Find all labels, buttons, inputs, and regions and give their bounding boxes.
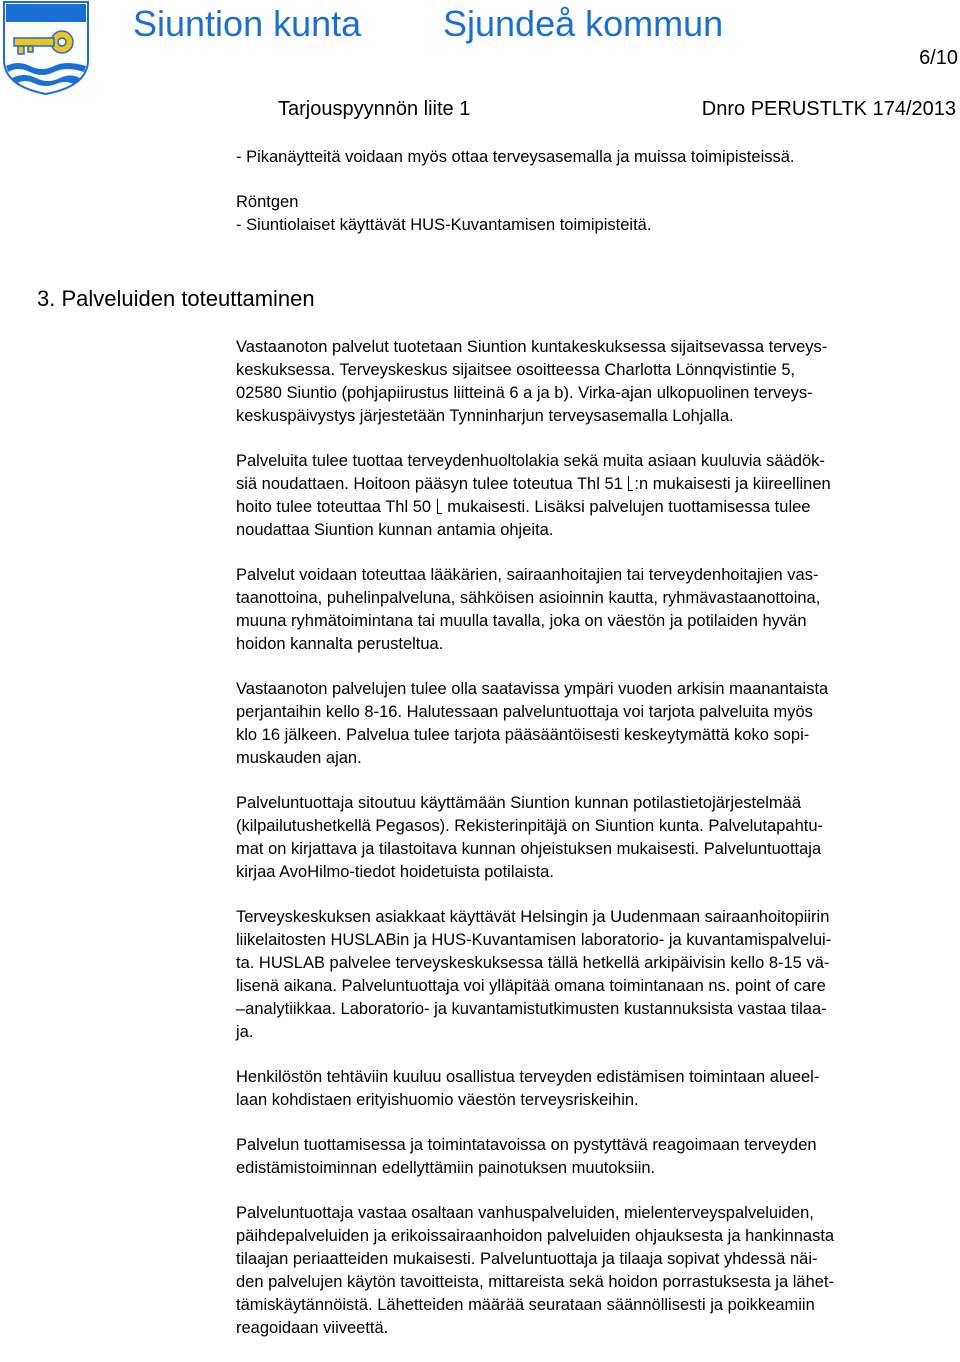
text-line: päihdepalveluiden ja erikoissairaanhoidon palveluiden ohjauksesta ja hankinnasta bbox=[236, 1227, 835, 1245]
text-line: –analytiikkaa. Laboratorio- ja kuvantamistutkimusten kustannuksista vastaa tilaa- bbox=[236, 1000, 827, 1018]
text-line: 02580 Siuntio (pohjapiirustus liitteinä 6 a ja b). Virka-ajan ulkopuolinen terveys- bbox=[236, 384, 813, 402]
text-line: Palveluntuottaja vastaa osaltaan vanhuspalveluiden, mielenterveyspalveluiden, bbox=[236, 1204, 814, 1222]
text-line: den palvelujen käytön tavoitteista, mittareista sekä hoidon porrastuksesta ja lähet- bbox=[236, 1273, 835, 1291]
municipal-crest-key-icon bbox=[0, 0, 92, 96]
text-line: Vastaanoton palvelujen tulee olla saatavissa ympäri vuoden arkisin maanantaista bbox=[236, 680, 829, 698]
text-line: (kilpailutushetkellä Pegasos). Rekisterinpitäjä on Siuntion kunta. Palvelutapahtu- bbox=[236, 817, 824, 835]
paragraph-2 bbox=[236, 450, 960, 542]
text-line: tilaajan periaatteiden mukaisesti. Palveluntuottaja ja tilaaja sopivat yhdessä näi- bbox=[236, 1250, 818, 1268]
section-body bbox=[236, 336, 960, 1362]
text-line: Palvelun tuottamisessa ja toimintatavoissa on pystyttävä reagoimaan terveyden bbox=[236, 1136, 817, 1154]
paragraph-4 bbox=[236, 678, 960, 770]
text-line: muskauden ajan. bbox=[236, 749, 362, 767]
separator-glyph-icon bbox=[628, 476, 633, 491]
bullet-line: - Siuntiolaiset käyttävät HUS-Kuvantamisen toimipisteitä. bbox=[236, 216, 652, 234]
text-line: perjantaihin kello 8-16. Halutessaan palveluntuottaja voi tarjota palveluita myös bbox=[236, 703, 813, 721]
municipality-name-sv: Sjundeå kommun bbox=[443, 3, 724, 44]
paragraph-6 bbox=[236, 906, 960, 1044]
text-line: mat on kirjattava ja tilastoitava kunnan ohjeistuksen mukaisesti. Palveluntuottaja bbox=[236, 840, 822, 858]
text-line: taanottoina, puhelinpalveluna, sähköisen asioinnin kautta, ryhmävastaanottoina, bbox=[236, 589, 821, 607]
paragraph-3 bbox=[236, 564, 960, 656]
paragraph-9 bbox=[236, 1202, 960, 1340]
text-line: noudattaa Siuntion kunnan antamia ohjeita. bbox=[236, 521, 554, 539]
text-line: hoidon kannalta perusteltua. bbox=[236, 635, 444, 653]
attachment-label: Tarjouspyynnön liite 1 bbox=[278, 98, 471, 120]
text-line: ta. HUSLAB palvelee terveyskeskuksessa tällä hetkellä arkipäivisin kello 8-15 vä- bbox=[236, 954, 830, 972]
intro-block bbox=[236, 146, 960, 237]
text-line: ja. bbox=[236, 1023, 254, 1041]
text-line: Henkilöstön tehtäviin kuuluu osallistua terveyden edistämisen toimintaan alueel- bbox=[236, 1068, 820, 1086]
text-line: siä noudattaen. Hoitoon pääsyn tulee toteutua Thl 51 bbox=[236, 475, 623, 493]
subheading-rontgen: Röntgen bbox=[236, 193, 299, 211]
text-line: keskuspäivystys järjestetään Tynninharjun terveysasemalla Lohjalla. bbox=[236, 407, 734, 425]
text-line: lisenä aikana. Palveluntuottaja voi ylläpitää omana toimintanaan ns. point of care bbox=[236, 977, 826, 995]
separator-glyph-icon bbox=[437, 499, 442, 514]
paragraph-1 bbox=[236, 336, 960, 428]
municipality-name-fi: Siuntion kunta bbox=[133, 3, 362, 44]
text-line: muuna ryhmätoimintana tai muulla tavalla, joka on väestön ja potilaiden hyvän bbox=[236, 612, 807, 630]
paragraph-8 bbox=[236, 1134, 960, 1180]
text-line: reagoidaan viiveettä. bbox=[236, 1319, 389, 1337]
text-line: keskuksessa. Terveyskeskus sijaitsee osoitteessa Charlotta Lönnqvistintie 5, bbox=[236, 361, 796, 379]
text-line: :n mukaisesti ja kiireellinen bbox=[634, 475, 831, 493]
text-line: mukaisesti. Lisäksi palvelujen tuottamisessa tulee bbox=[447, 498, 811, 516]
text-line: Terveyskeskuksen asiakkaat käyttävät Helsingin ja Uudenmaan sairaanhoitopiirin bbox=[236, 908, 830, 926]
page-number: 6/10 bbox=[919, 47, 958, 69]
paragraph-7 bbox=[236, 1066, 960, 1112]
document-reference: Dnro PERUSTLTK 174/2013 bbox=[701, 98, 956, 120]
text-line: liikelaitosten HUSLABin ja HUS-Kuvantamisen laboratorio- ja kuvantamispalvelui- bbox=[236, 931, 832, 949]
bullet-line: - Pikanäytteitä voidaan myös ottaa terveysasemalla ja muissa toimipisteissä. bbox=[236, 148, 795, 166]
text-line: laan kohdistaen erityishuomio väestön terveysriskeihin. bbox=[236, 1091, 639, 1109]
text-line: kirjaa AvoHilmo-tiedot hoidetuista potilaista. bbox=[236, 863, 554, 881]
text-line: hoito tulee toteuttaa Thl 50 bbox=[236, 498, 432, 516]
text-line: klo 16 jälkeen. Palvelua tulee tarjota pääsääntöisesti keskeytymättä koko sopi- bbox=[236, 726, 810, 744]
paragraph-5 bbox=[236, 792, 960, 884]
section-heading: 3. Palveluiden toteuttaminen bbox=[37, 286, 315, 311]
text-line: Vastaanoton palvelut tuotetaan Siuntion kuntakeskuksessa sijaitsevassa terveys- bbox=[236, 338, 828, 356]
text-line: Palveluita tulee tuottaa terveydenhuoltolakia sekä muita asiaan kuuluvia säädök- bbox=[236, 452, 825, 470]
text-line: Palvelut voidaan toteuttaa lääkärien, sairaanhoitajien tai terveydenhoitajien vas- bbox=[236, 566, 819, 584]
text-line: Palveluntuottaja sitoutuu käyttämään Siuntion kunnan potilastietojärjestelmää bbox=[236, 794, 802, 812]
text-line: tämiskäytännöistä. Lähetteiden määrää seurataan säännöllisesti ja poikkeamiin bbox=[236, 1296, 815, 1314]
text-line: edistämistoiminnan edellyttämiin painotuksen muutoksiin. bbox=[236, 1159, 656, 1177]
